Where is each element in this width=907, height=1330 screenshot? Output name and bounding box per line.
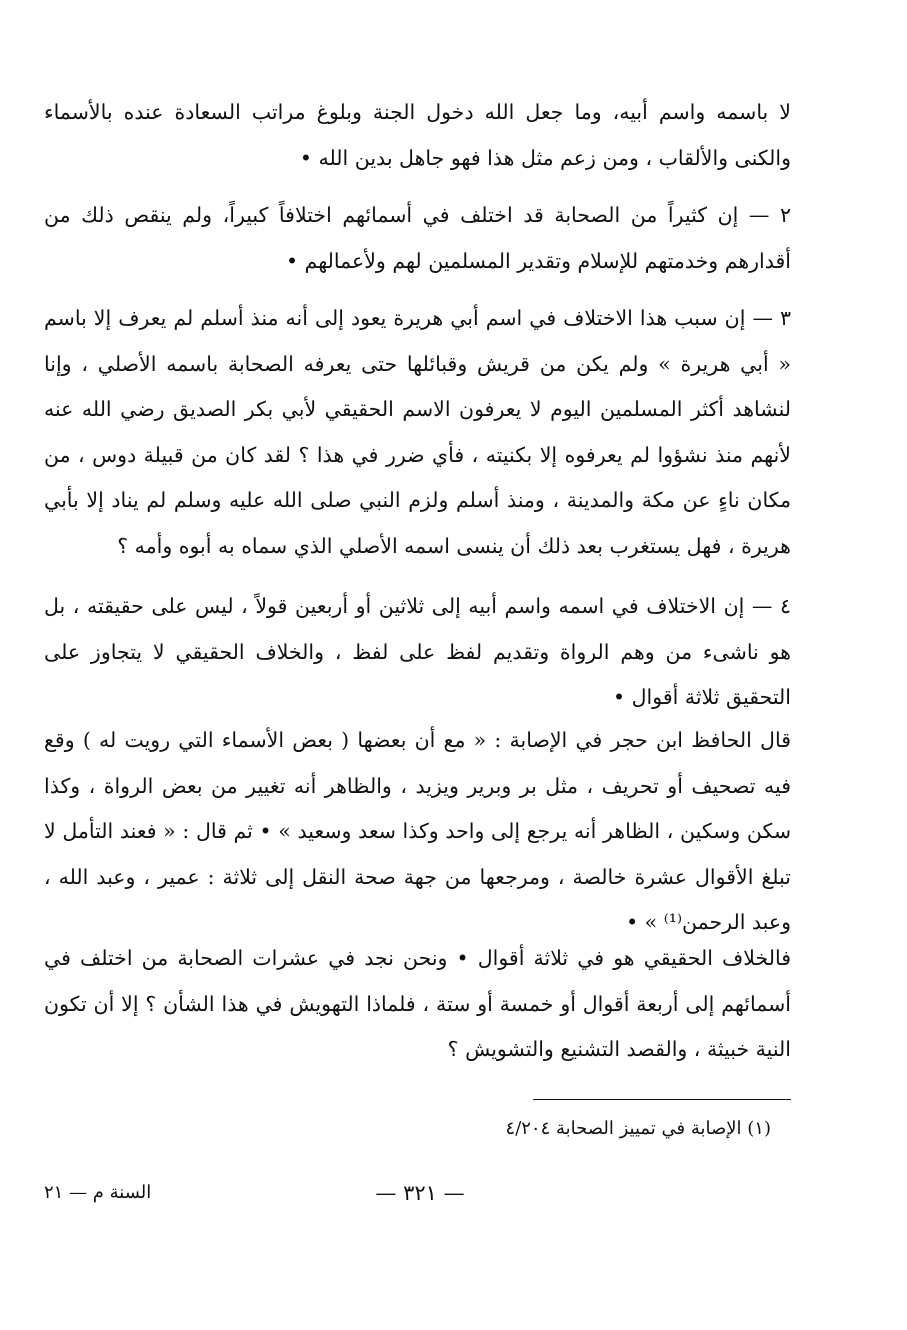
paragraph-2: ٢ — إن كثيراً من الصحابة قد اختلف في أسمائهم اختلافاً كبيراً، ولم ينقص ذلك من أقدارهم وخدمتهم للإسلام وتقدير المسلمين لهم ولأعمالهم • (44, 203, 791, 273)
footnote: (١) الإصابة في تمييز الصحابة ٤/٢٠٤ (505, 1118, 771, 1139)
paragraph-1: لا باسمه واسم أبيه، وما جعل الله دخول الجنة وبلوغ مراتب السعادة عنده بالأسماء والكنى والألقاب ، ومن زعم مثل هذا فهو جاهل بدين الله • (44, 100, 791, 170)
paragraph-5: قال الحافظ ابن حجر في الإصابة : « مع أن بعضها ( بعض الأسماء التي رويت له ) وقع فيه تصحيف أو تحريف ، مثل بر وبرير ويزيد ، والظاهر أنه تغيير من بعض الرواة ، وكذا سكن وسكين ، الظاهر أنه يرجع إلى واحد وكذا سعد وسعيد » • ثم قال : « فعند التأمل لا تبلغ الأقوال عشرة خالصة ، ومرجعها من جهة صحة النقل إلى ثلاثة : عمير ، وعبد الله ، وعبد الرحمن⁽¹⁾ » • (44, 728, 791, 934)
paragraph-3: ٣ — إن سبب هذا الاختلاف في اسم أبي هريرة يعود إلى أنه منذ أسلم لم يعرف إلا باسم « أبي هريرة » ولم يكن من قريش وقبائلها حتى يعرفه الصحابة باسمه الأصلي ، وإنا لنشاهد أكثر المسلمين اليوم لا يعرفون الاسم الحقيقي لأبي بكر الصديق رضي الله عنه لأنهم منذ نشؤوا لم يعرفوه إلا بكنيته ، فأي ضرر في هذا ؟ لقد كان من قبيلة دوس ، من مكان ناءٍ عن مكة والمدينة ، ومنذ أسلم ولزم النبي صلى الله عليه وسلم لم يناد إلا بأبي هريرة ، فهل يستغرب بعد ذلك أن ينسى اسمه الأصلي الذي سماه به أبوه وأمه ؟ (44, 306, 791, 558)
page-number: — ٣٢١ — (375, 1181, 465, 1205)
paragraph-6: فالخلاف الحقيقي هو في ثلاثة أقوال • ونحن نجد في عشرات الصحابة من اختلف في أسمائهم إلى أربعة أقوال أو خمسة أو ستة ، فلماذا التهويش في هذا الشأن ؟ إلا أن تكون النية خبيثة ، والقصد التشنيع والتشويش ؟ (44, 946, 791, 1061)
footnote-divider (533, 1099, 791, 1100)
printer-signature: السنة م — ٢١ (44, 1182, 152, 1203)
paragraph-4: ٤ — إن الاختلاف في اسمه واسم أبيه إلى ثلاثين أو أربعين قولاً ، ليس على حقيقته ، بل هو ناشىء من وهم الرواة وتقديم لفظ على لفظ ، والخلاف الحقيقي لا يتجاوز على التحقيق ثلاثة أقوال • (44, 594, 791, 709)
